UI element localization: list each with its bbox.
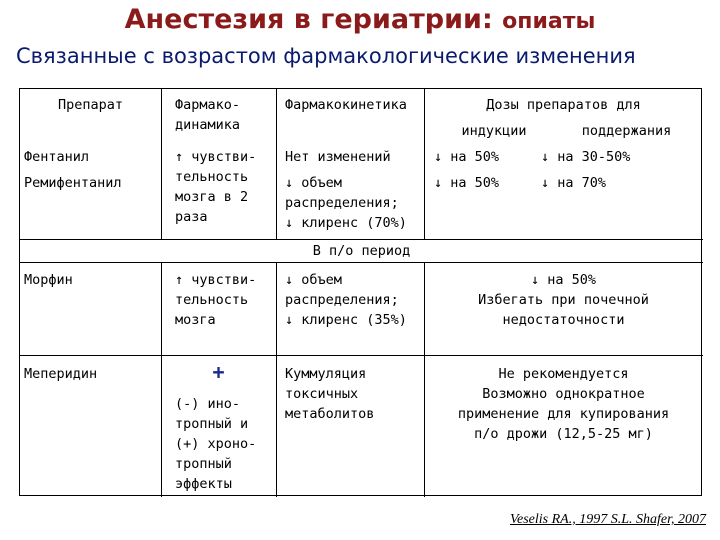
header-drug: Препарат bbox=[57, 97, 124, 113]
drug-fentanyl: Фентанил bbox=[24, 149, 90, 165]
induction-remifentanil: ↓ на 50% bbox=[434, 175, 500, 191]
pk-fentanyl: Нет изменений bbox=[285, 149, 391, 165]
page-title-main: Анестезия в гериатрии: bbox=[124, 4, 493, 35]
grid-line bbox=[276, 262, 277, 497]
pd-meperidine: (-) ино- тропный и (+) хроно- тропный эффекты bbox=[175, 396, 257, 492]
page-title bbox=[0, 4, 720, 35]
maintenance-remifentanil: ↓ на 70% bbox=[541, 175, 607, 191]
drug-meperidine: Меперидин bbox=[24, 366, 98, 382]
opioid-table bbox=[19, 88, 702, 496]
doses-morphine: ↓ на 50% Избегать при почечной недостаточности bbox=[478, 272, 649, 328]
pk-morphine: ↓ объем распределения; ↓ клиренс (35%) bbox=[285, 272, 407, 328]
drug-remifentanil: Ремифентанил bbox=[24, 175, 122, 191]
pd-fentanyl-group: ↑ чувстви- тельность мозга в 2 раза bbox=[175, 149, 257, 225]
header-doses: Дозы препаратов для bbox=[486, 97, 641, 113]
grid-line bbox=[20, 355, 703, 356]
pk-remifentanil: ↓ объем распределения; ↓ клиренс (70%) bbox=[285, 175, 407, 231]
drug-morphine: Морфин bbox=[24, 272, 73, 288]
header-pharmacodynamics: Фармако- динамика bbox=[175, 97, 241, 133]
induction-fentanyl: ↓ на 50% bbox=[434, 149, 500, 165]
citation: Veselis RA., 1997 S.L. Shafer, 2007 bbox=[510, 512, 706, 527]
grid-line bbox=[20, 262, 703, 263]
section-postop-label: В п/о период bbox=[312, 243, 411, 259]
page-title-sub: опиаты bbox=[502, 9, 596, 34]
pd-morphine: ↑ чувстви- тельность мозга bbox=[175, 272, 257, 328]
grid-line bbox=[20, 239, 703, 240]
maintenance-fentanyl: ↓ на 30-50% bbox=[541, 149, 631, 165]
pk-meperidine: Куммуляция токсичных метаболитов bbox=[285, 366, 375, 422]
grid-line bbox=[161, 89, 162, 239]
header-pharmacokinetics: Фармакокинетика bbox=[285, 97, 407, 113]
pd-meperidine-plus: + bbox=[212, 360, 225, 384]
header-induction: индукции bbox=[461, 123, 527, 139]
doses-meperidine: Не рекомендуется Возможно однократное применение для купирования п/о дрожи (12,5-25 мг) bbox=[457, 366, 670, 442]
header-maintenance: поддержания bbox=[581, 123, 672, 139]
page-subtitle: Связанные с возрастом фармакологические изменения bbox=[16, 44, 636, 68]
grid-line bbox=[276, 89, 277, 239]
